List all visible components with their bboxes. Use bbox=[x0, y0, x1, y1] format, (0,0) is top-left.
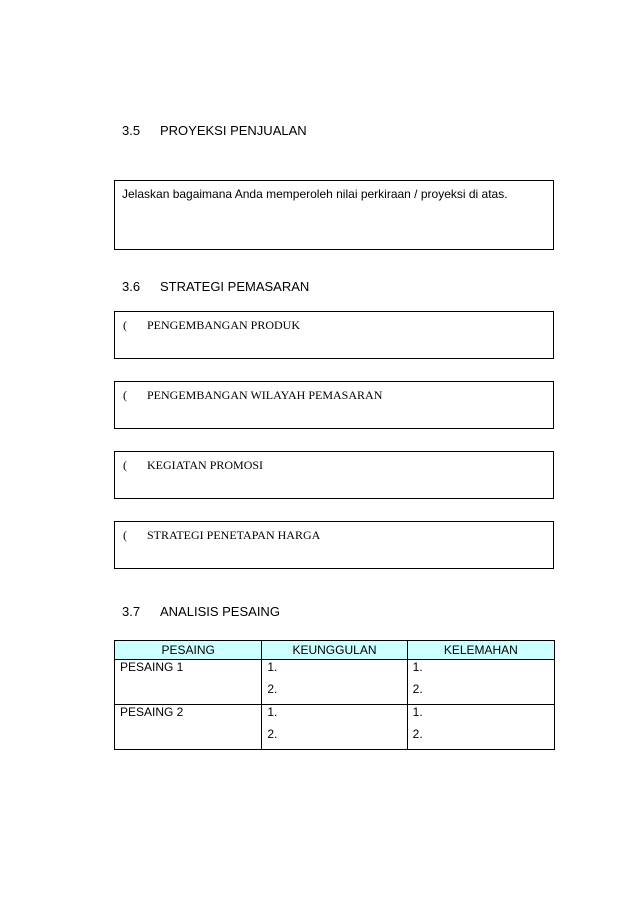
promotion-activities-box[interactable] bbox=[114, 451, 554, 499]
box-label: PENGEMBANGAN WILAYAH PEMASARAN bbox=[147, 388, 383, 402]
competitor-analysis-table bbox=[114, 640, 555, 750]
column-header: PESAING bbox=[115, 641, 262, 660]
strength-cell[interactable] bbox=[262, 660, 407, 705]
bullet-marker: ( bbox=[123, 528, 127, 542]
list-number: 2. bbox=[267, 727, 278, 741]
bullet-marker: ( bbox=[123, 388, 127, 402]
box-label: PENGEMBANGAN PRODUK bbox=[147, 318, 301, 332]
pricing-strategy-box[interactable] bbox=[114, 521, 554, 569]
section-title: ANALISIS PESAING bbox=[160, 604, 280, 619]
box-label: STRATEGI PENETAPAN HARGA bbox=[147, 528, 321, 542]
list-number: 1. bbox=[412, 705, 423, 719]
table-row bbox=[115, 705, 555, 750]
section-number: 3.6 bbox=[122, 279, 141, 294]
list-number: 1. bbox=[267, 705, 278, 719]
list-number: 1. bbox=[267, 660, 278, 674]
column-header: KELEMAHAN bbox=[407, 641, 554, 660]
table-header-row bbox=[115, 641, 555, 660]
list-number: 2. bbox=[267, 682, 278, 696]
list-number: 1. bbox=[412, 660, 423, 674]
list-number: 2. bbox=[412, 727, 423, 741]
competitor-name-cell: PESAING 2 bbox=[115, 705, 262, 750]
table-row bbox=[115, 660, 555, 705]
bullet-marker: ( bbox=[123, 458, 127, 472]
box-label: KEGIATAN PROMOSI bbox=[147, 458, 264, 472]
strength-cell[interactable] bbox=[262, 705, 407, 750]
competitor-name-cell: PESAING 1 bbox=[115, 660, 262, 705]
box-prompt: Jelaskan bagaimana Anda memperoleh nilai perkiraan / proyeksi di atas. bbox=[122, 187, 508, 201]
section-title: STRATEGI PEMASARAN bbox=[160, 279, 310, 294]
bullet-marker: ( bbox=[123, 318, 127, 332]
section-number: 3.7 bbox=[122, 604, 141, 619]
market-area-development-box[interactable] bbox=[114, 381, 554, 429]
projection-explanation-box[interactable] bbox=[114, 180, 554, 250]
weakness-cell[interactable] bbox=[407, 705, 554, 750]
weakness-cell[interactable] bbox=[407, 660, 554, 705]
list-number: 2. bbox=[412, 682, 423, 696]
column-header: KEUNGGULAN bbox=[262, 641, 407, 660]
product-development-box[interactable] bbox=[114, 311, 554, 359]
section-title: PROYEKSI PENJUALAN bbox=[160, 123, 307, 138]
section-number: 3.5 bbox=[122, 123, 141, 138]
